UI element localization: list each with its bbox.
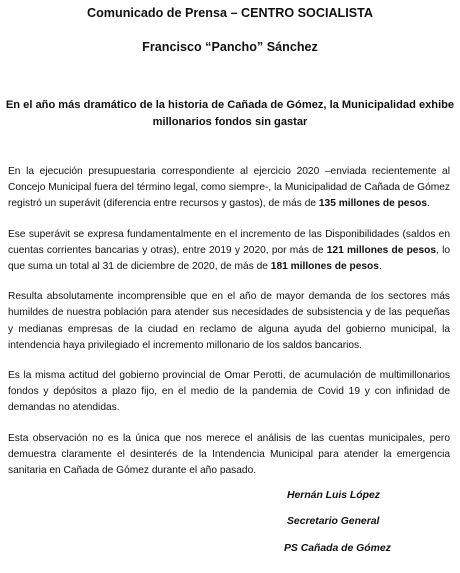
headline: En el año más dramático de la historia de Cañada de Gómez, la Municipalidad exhibe millonarios fondos sin gastar xyxy=(5,99,455,128)
paragraph-1-text: En la ejecución presupuestaria correspondiente al ejercicio 2020 –enviada recientemente al Concejo Municipal fuera del término legal, como siempre-, la Municipalidad de Cañada de Gómez registró un superávit (diferencia entre recursos y gastos), de más de xyxy=(8,166,450,210)
increase-amount: 121 millones de pesos xyxy=(326,244,437,256)
signature-role: Secretario General xyxy=(287,516,380,527)
document-subtitle: Francisco “Pancho” Sánchez xyxy=(142,40,318,54)
body-text xyxy=(8,164,450,493)
surplus-amount: 135 millones de pesos xyxy=(318,198,428,210)
paragraph-2-text: Ese superávit se expresa fundamentalmente en el incremento de las Disponibilidades (saldos en cuentas corrientes bancarias y otras), entre 2019 y 2020, por más de xyxy=(8,228,450,256)
paragraph-2 xyxy=(8,227,450,276)
paragraph-1-end: . xyxy=(427,198,430,210)
paragraph-5: Esta observación no es la única que nos merece el análisis de las cuentas municipales, pero demuestra claramente el desinterés de la Intendencia Municipal para atender la emergencia sanitaria en Cañada de Gómez durante el año pasado. xyxy=(8,432,450,477)
signature-org: PS Cañada de Gómez xyxy=(284,543,391,554)
document-title: Comunicado de Prensa – CENTRO SOCIALISTA xyxy=(87,6,373,20)
paragraph-2-mid: , lo que suma un total al 31 de diciembre de 2020, de más de xyxy=(8,244,450,273)
paragraph-1 xyxy=(8,164,450,213)
signature-name: Hernán Luis López xyxy=(287,490,380,501)
paragraph-3: Resulta absolutamente incomprensible que en el año de mayor demanda de los sectores más humildes de nuestra población para atender sus necesidades de subsistencia y de las pequeñas y medianas empresas de la ciudad en reclamo de alguna ayuda del gobierno municipal, la intendencia haya privilegiado el incremento millonario de los saldos bancarios. xyxy=(8,291,450,351)
total-amount: 181 millones de pesos xyxy=(270,261,379,273)
paragraph-4: Es la misma actitud del gobierno provincial de Omar Perotti, de acumulación de multimillonarios fondos y depósitos a plazo fijo, en el medio de la pandemia de Covid 19 y con infinidad de demandas no atendidas. xyxy=(8,370,450,414)
paragraph-2-end: . xyxy=(378,261,382,273)
